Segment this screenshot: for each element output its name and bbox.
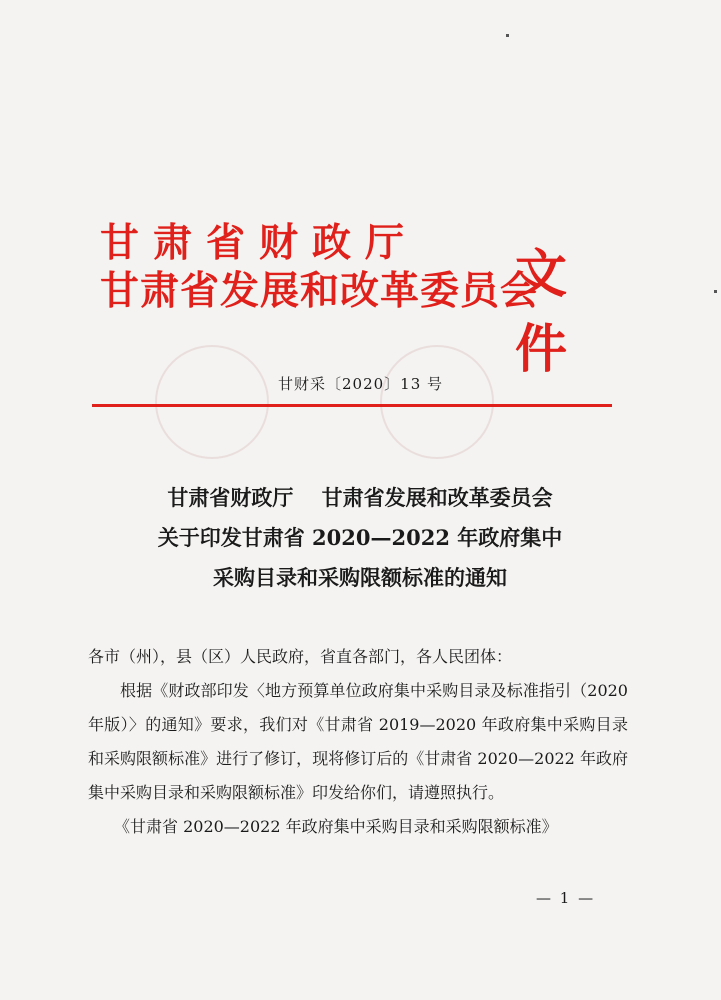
title-line-1: 甘肃省财政厅 甘肃省发展和改革委员会 — [167, 485, 553, 510]
bleed-through-seal-left — [155, 345, 269, 459]
title-line-2: 关于印发甘肃省 2020—2022 年政府集中 — [157, 525, 563, 550]
scan-artifact — [506, 34, 509, 37]
document-body — [88, 640, 628, 844]
red-separator-line — [92, 404, 612, 407]
issuer-development-commission: 甘肃省发展和改革委员会 — [100, 269, 541, 314]
issuer-finance-department: 甘肃省财政厅 — [100, 221, 419, 266]
document-number: 甘财采〔2020〕13 号 — [277, 375, 444, 393]
document-header — [100, 212, 620, 380]
document-word: 文件 — [515, 245, 570, 380]
attachment-line: 《甘肃省 2020—2022 年政府集中采购目录和采购限额标准》 — [114, 817, 558, 836]
scan-artifact — [714, 290, 717, 293]
body-paragraph: 根据《财政部印发〈地方预算单位政府集中采购目录及标准指引（2020 年版）〉的通知》要求，我们对《甘肃省 2019—2020 年政府集中采购目录和采购限额标准》进行了修订，现将修订后的《甘肃省 2020—2022 年政府集中采购目录和采购限额标准》印发给你们，请遵照执行。 — [88, 681, 628, 802]
salutation: 各市（州），县（区）人民政府，省直各部门，各人民团体： — [88, 647, 513, 666]
document-title — [80, 478, 640, 598]
bleed-through-seal-right — [380, 345, 494, 459]
title-line-3: 采购目录和采购限额标准的通知 — [213, 565, 507, 590]
page-number: — 1 — — [536, 889, 596, 907]
